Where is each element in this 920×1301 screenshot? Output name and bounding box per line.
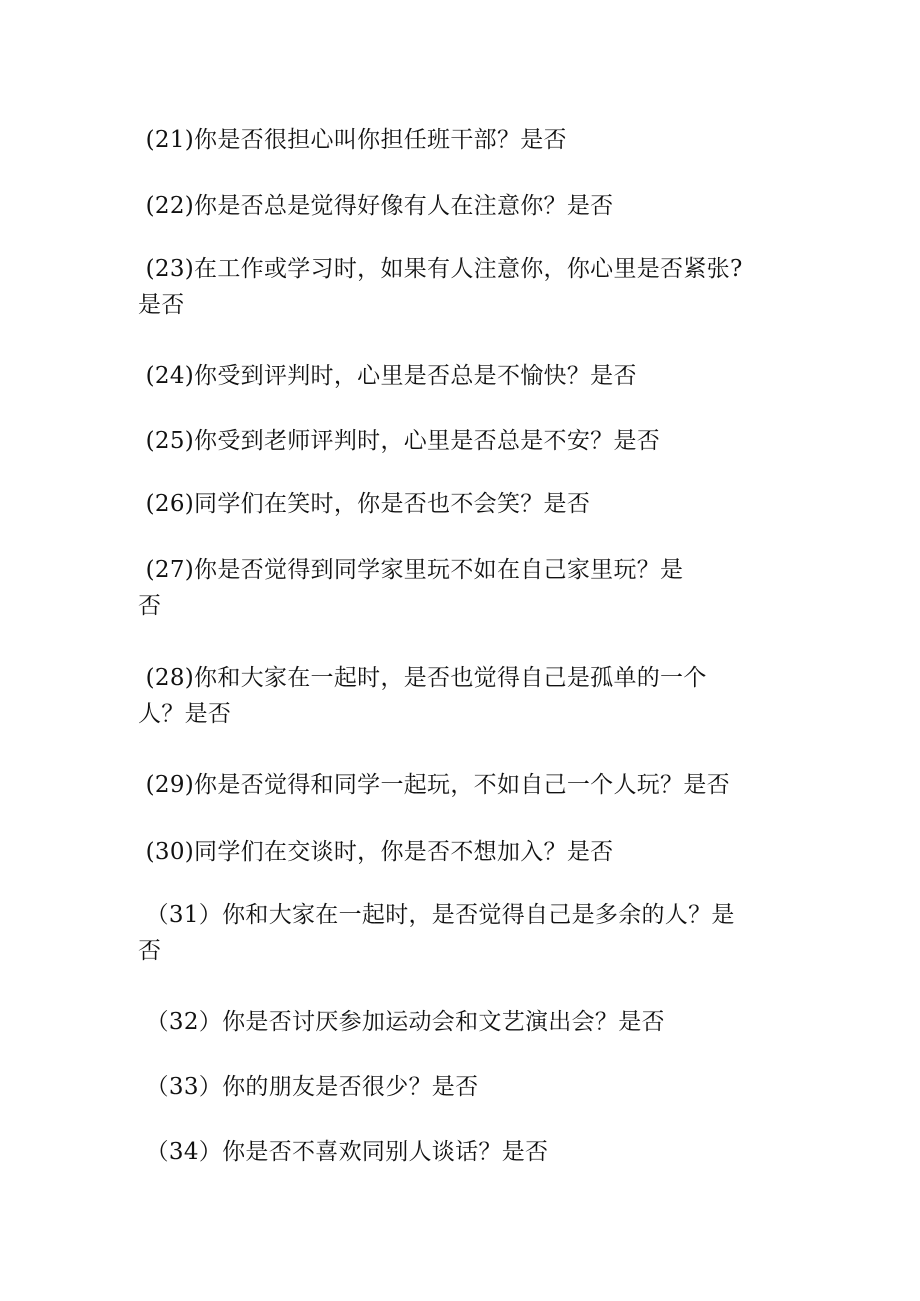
question-31: （31）你和大家在一起时，是否觉得自己是多余的人？是 否	[138, 902, 735, 964]
question-34: （34）你是否不喜欢同别人谈话？是否	[138, 1139, 549, 1165]
question-28: (28)你和大家在一起时，是否也觉得自己是孤单的一个 人？是否	[138, 665, 707, 727]
question-30: (30)同学们在交谈时，你是否不想加入？是否	[138, 839, 614, 865]
question-32: （32）你是否讨厌参加运动会和文艺演出会？是否	[138, 1009, 665, 1035]
question-26: (26)同学们在笑时，你是否也不会笑？是否	[138, 491, 591, 517]
question-23: (23)在工作或学习时，如果有人注意你，你心里是否紧张? 是否	[138, 256, 743, 318]
question-22: (22)你是否总是觉得好像有人在注意你？是否	[138, 193, 614, 219]
question-24: (24)你受到评判时，心里是否总是不愉快？是否	[138, 363, 637, 389]
question-27: (27)你是否觉得到同学家里玩不如在自己家里玩？是 否	[138, 557, 684, 619]
question-21: (21)你是否很担心叫你担任班干部？是否	[138, 127, 567, 153]
question-25: (25)你受到老师评判时，心里是否总是不安？是否	[138, 428, 661, 454]
question-33: （33）你的朋友是否很少？是否	[138, 1074, 479, 1100]
question-29: (29)你是否觉得和同学一起玩，不如自己一个人玩？是否	[138, 772, 730, 798]
